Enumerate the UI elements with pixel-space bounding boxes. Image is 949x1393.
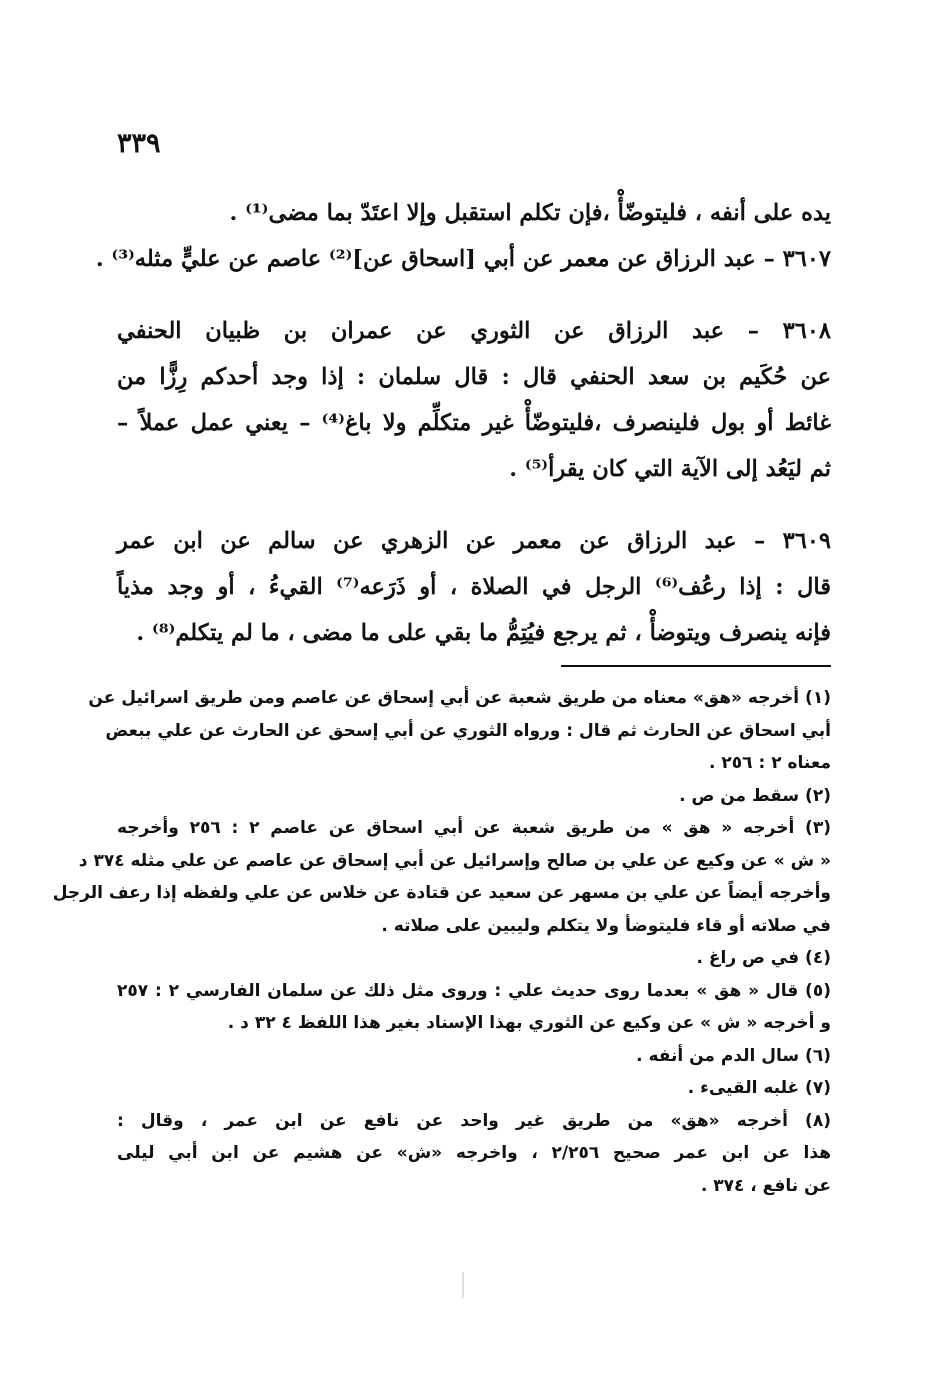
text-line: عن حُكَيم بن سعد الحنفي قال : قال سلمان : إذا وجد أحدكم رِزًّا من bbox=[117, 364, 831, 390]
text-line: ٣٦٠٨ – عبد الرزاق عن الثوري عن عمران بن ظبيان الحنفي bbox=[117, 318, 831, 344]
footnote-line: (٤) في ص راغ . bbox=[696, 948, 831, 968]
footnote-5 bbox=[117, 975, 831, 1040]
text-line: ثم ليَعُد إلى الآية التي كان يقرأ⁽⁵⁾ . bbox=[509, 456, 831, 482]
footnote-separator bbox=[561, 665, 831, 667]
footnote-line: هذا عن ابن عمر صحيح ٢/٢٥٦ ، واخرجه «ش» عن هشيم عن ابن أبي ليلى bbox=[117, 1143, 831, 1163]
footnote-3 bbox=[52, 812, 831, 942]
footnote-line: معناه ٢ : ٢٥٦ . bbox=[709, 753, 831, 773]
footnote-line: « ش » عن وكيع عن علي بن صالح وإسرائيل عن أبي إسحاق عن عاصم عن علي مثله ٣٧٤ د bbox=[78, 850, 831, 871]
footnotes bbox=[52, 682, 831, 1202]
footnote-line: (٦) سال الدم من أنفه . bbox=[636, 1045, 831, 1066]
footnote-line: (٢) سقط من ص . bbox=[679, 785, 831, 806]
footnote-line: (٥) قال « هق » بعدما روى حديث علي : وروى مثل ذلك عن سلمان الفارسي ٢ : ٢٥٧ bbox=[117, 980, 831, 1001]
scan-mark bbox=[462, 1272, 464, 1298]
page-number: ٣٣٩ bbox=[117, 128, 161, 159]
footnote-line: (٨) أخرجه «هق» من طريق غير واحد عن نافع عن ابن عمر ، وقال : bbox=[117, 1110, 831, 1131]
footnote-line: عن نافع ، ٣٧٤ . bbox=[700, 1175, 831, 1196]
footnote-8 bbox=[117, 1105, 831, 1203]
footnote-6 bbox=[117, 1040, 831, 1073]
footnote-line: (١) أخرجه «هق» معناه من طريق شعبة عن أبي إسحاق عن عاصم ومن طريق اسرائيل عن bbox=[88, 688, 831, 708]
footnote-line: وأخرجه أيضاً عن علي بن مسهر عن سعيد عن قتادة عن خلاس عن علي ولفظه إذا رعف الرجل bbox=[52, 883, 831, 903]
paragraph-3608 bbox=[117, 308, 831, 492]
text-line: غائط أو بول فلينصرف ،فليتوضّأْ غير متكلِّم ولا باغ⁽⁴⁾ – يعني عمل عملاً – bbox=[117, 410, 832, 436]
text-line: ٣٦٠٩ – عبد الرزاق عن معمر عن الزهري عن سالم عن ابن عمر bbox=[117, 528, 831, 554]
paragraph-gap bbox=[117, 282, 831, 308]
text-line: قال : إذا رعُف⁽⁶⁾ الرجل في الصلاة ، أو ذَرَعه⁽⁷⁾ القيءُ ، أو وجد مذياً bbox=[117, 574, 832, 600]
footnote-2 bbox=[117, 780, 831, 813]
paragraph-gap bbox=[117, 492, 831, 518]
footnote-line: أبي اسحاق عن الحارث ثم قال : ورواه الثوري عن أبي إسحق عن الحارث عن علي ببعض bbox=[105, 720, 831, 741]
footnote-line: و أخرجه « ش » عن وكيع عن الثوري بهذا الإسناد بغير هذا اللفظ ٤ ٣٢ د . bbox=[227, 1013, 831, 1033]
paragraph-3609 bbox=[117, 518, 831, 656]
paragraph-1 bbox=[117, 190, 831, 236]
text-line: يده على أنفه ، فليتوضّأْ ،فإن تكلم استقبل وإلا اعتَدّ بما مضى⁽¹⁾ . bbox=[229, 200, 831, 226]
text-line: فإنه ينصرف ويتوضأْ ، ثم يرجع فيُتِمُّ ما بقي على ما مضى ، ما لم يتكلم⁽⁸⁾ . bbox=[136, 620, 831, 646]
main-text bbox=[95, 190, 832, 656]
footnote-line: (٧) غلبه القيىء . bbox=[687, 1078, 831, 1098]
footnote-1 bbox=[88, 682, 831, 780]
footnote-7 bbox=[117, 1072, 831, 1105]
footnote-line: (٣) أخرجه « هق » من طريق شعبة عن أبي اسحاق عن عاصم ٢ : ٢٥٦ وأخرجه bbox=[117, 818, 831, 838]
paragraph-3607 bbox=[95, 236, 831, 282]
text-line: ٣٦٠٧ – عبد الرزاق عن معمر عن أبي [اسحاق عن]⁽²⁾ عاصم عن عليٍّ مثله⁽³⁾ . bbox=[95, 246, 831, 272]
footnote-4 bbox=[117, 942, 831, 975]
footnote-line: في صلاته أو قاء فليتوضأ ولا يتكلم وليبين على صلاته . bbox=[381, 915, 831, 936]
